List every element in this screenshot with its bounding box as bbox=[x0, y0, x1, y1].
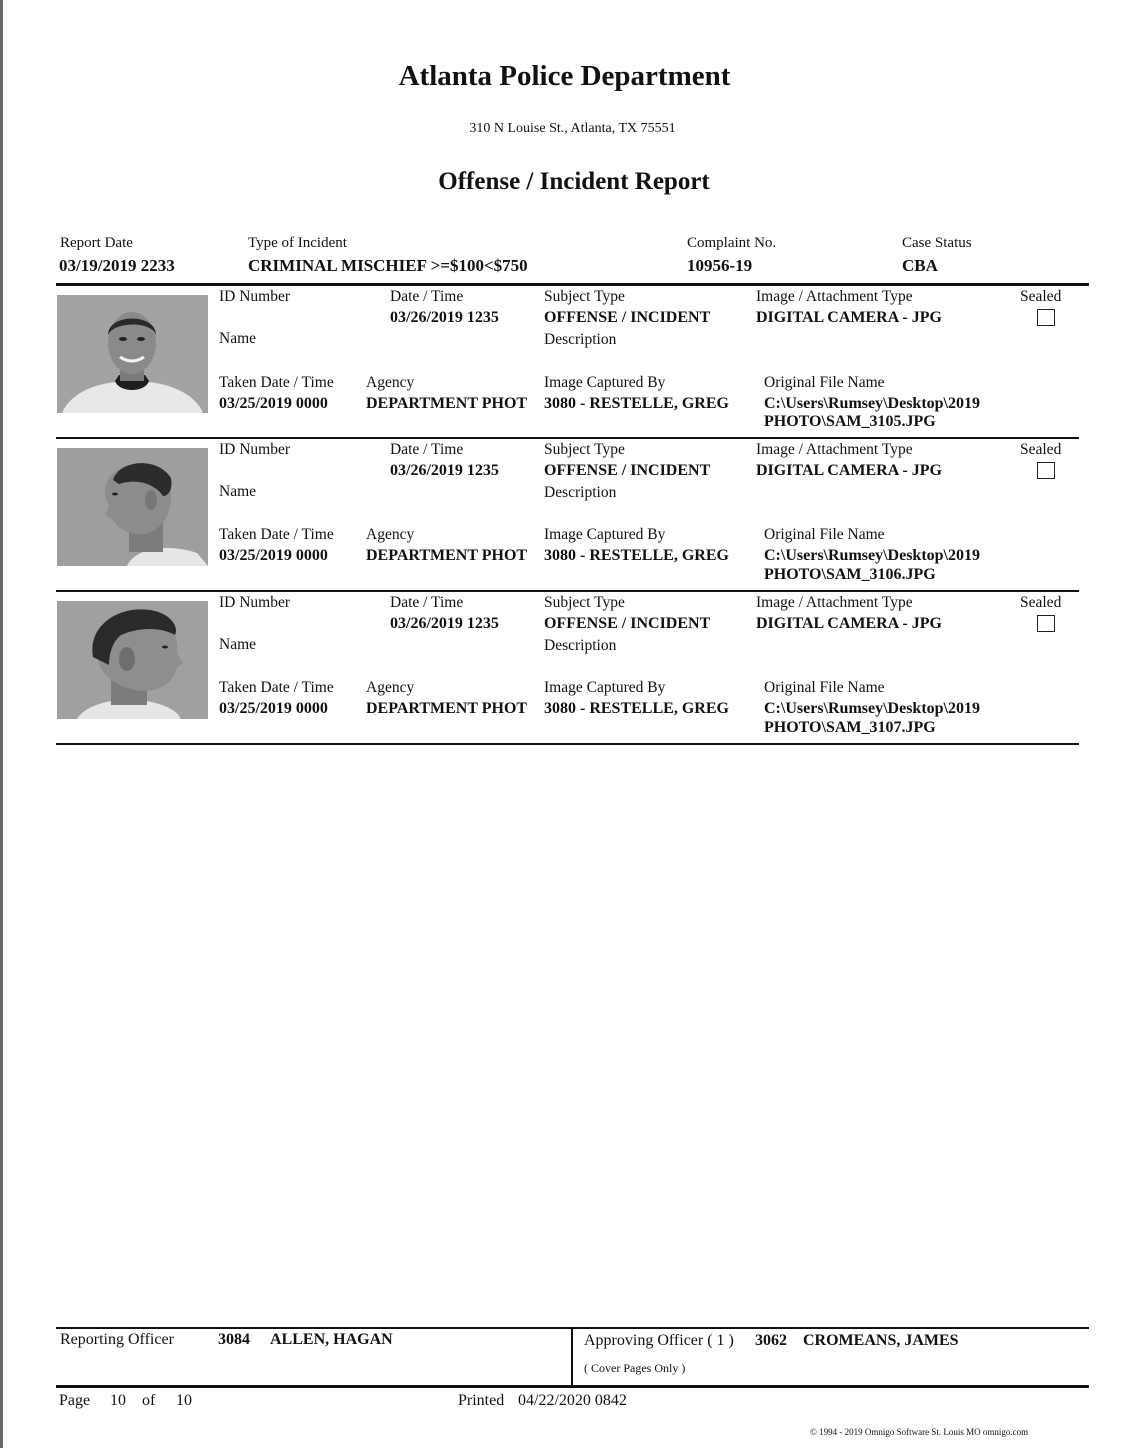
original-file-line2: PHOTO\SAM_3107.JPG bbox=[764, 719, 936, 736]
approving-officer-name: CROMEANS, JAMES bbox=[803, 1332, 959, 1349]
description-label: Description bbox=[544, 637, 617, 654]
footer-vertical-rule bbox=[571, 1329, 573, 1385]
sealed-label: Sealed bbox=[1020, 288, 1062, 305]
original-file-line1: C:\Users\Rumsey\Desktop\2019 bbox=[764, 700, 980, 717]
sealed-checkbox[interactable] bbox=[1037, 615, 1055, 632]
taken-date-label: Taken Date / Time bbox=[219, 679, 334, 696]
taken-date-value: 03/25/2019 0000 bbox=[219, 395, 328, 412]
original-file-line2: PHOTO\SAM_3106.JPG bbox=[764, 566, 936, 583]
taken-date-label: Taken Date / Time bbox=[219, 526, 334, 543]
reporting-officer-name: ALLEN, HAGAN bbox=[270, 1331, 393, 1348]
image-type-label: Image / Attachment Type bbox=[756, 288, 913, 305]
id-number-label: ID Number bbox=[219, 288, 291, 305]
complaint-no-label: Complaint No. bbox=[687, 235, 777, 251]
name-label: Name bbox=[219, 636, 257, 653]
name-label: Name bbox=[219, 483, 257, 500]
sealed-checkbox[interactable] bbox=[1037, 462, 1055, 479]
complaint-no-value: 10956-19 bbox=[687, 256, 753, 275]
approving-officer-id: 3062 bbox=[755, 1332, 787, 1349]
captured-by-label: Image Captured By bbox=[544, 679, 666, 696]
captured-by-value: 3080 - RESTELLE, GREG bbox=[544, 700, 729, 717]
cover-pages-note: ( Cover Pages Only ) bbox=[584, 1361, 686, 1375]
mugshot-front-icon bbox=[57, 295, 208, 413]
original-file-label: Original File Name bbox=[764, 526, 885, 543]
agency-value: DEPARTMENT PHOT bbox=[366, 700, 528, 717]
taken-date-label: Taken Date / Time bbox=[219, 374, 334, 391]
original-file-line2: PHOTO\SAM_3105.JPG bbox=[764, 413, 936, 430]
name-label: Name bbox=[219, 330, 257, 347]
image-type-label: Image / Attachment Type bbox=[756, 441, 913, 458]
report-date-value: 03/19/2019 2233 bbox=[59, 256, 175, 275]
sealed-checkbox[interactable] bbox=[1037, 309, 1055, 326]
image-type-value: DIGITAL CAMERA - JPG bbox=[756, 309, 942, 326]
original-file-line1: C:\Users\Rumsey\Desktop\2019 bbox=[764, 547, 980, 564]
case-status-label: Case Status bbox=[902, 235, 972, 251]
id-number-label: ID Number bbox=[219, 594, 291, 611]
department-title: Atlanta Police Department bbox=[398, 60, 731, 92]
original-file-label: Original File Name bbox=[764, 374, 885, 391]
department-address: 310 N Louise St., Atlanta, TX 75551 bbox=[469, 121, 676, 136]
report-date-label: Report Date bbox=[60, 235, 133, 251]
original-file-line1: C:\Users\Rumsey\Desktop\2019 bbox=[764, 395, 980, 412]
agency-value: DEPARTMENT PHOT bbox=[366, 547, 528, 564]
image-type-value: DIGITAL CAMERA - JPG bbox=[756, 462, 942, 479]
incident-type-value: CRIMINAL MISCHIEF >=$100<$750 bbox=[248, 256, 528, 275]
agency-label: Agency bbox=[366, 374, 415, 391]
date-time-label: Date / Time bbox=[390, 441, 464, 458]
agency-label: Agency bbox=[366, 526, 415, 543]
copyright-notice: © 1994 - 2019 Omnigo Software St. Louis MO omnigo.com bbox=[810, 1427, 1029, 1437]
description-label: Description bbox=[544, 331, 617, 348]
header-divider bbox=[56, 283, 1089, 286]
date-time-label: Date / Time bbox=[390, 594, 464, 611]
mugshot-profile-left-icon bbox=[57, 448, 208, 566]
date-time-value: 03/26/2019 1235 bbox=[390, 462, 499, 479]
date-time-value: 03/26/2019 1235 bbox=[390, 309, 499, 326]
image-type-value: DIGITAL CAMERA - JPG bbox=[756, 615, 942, 632]
captured-by-value: 3080 - RESTELLE, GREG bbox=[544, 395, 729, 412]
mugshot-profile-right-icon bbox=[57, 601, 208, 719]
agency-value: DEPARTMENT PHOT bbox=[366, 395, 528, 412]
subject-type-value: OFFENSE / INCIDENT bbox=[544, 309, 711, 326]
subject-type-value: OFFENSE / INCIDENT bbox=[544, 462, 711, 479]
taken-date-value: 03/25/2019 0000 bbox=[219, 547, 328, 564]
subject-type-value: OFFENSE / INCIDENT bbox=[544, 615, 711, 632]
row-divider bbox=[56, 437, 1079, 439]
sealed-label: Sealed bbox=[1020, 594, 1062, 611]
incident-type-label: Type of Incident bbox=[248, 235, 347, 251]
captured-by-value: 3080 - RESTELLE, GREG bbox=[544, 547, 729, 564]
description-label: Description bbox=[544, 484, 617, 501]
page-label: Page bbox=[59, 1392, 91, 1409]
row-divider bbox=[56, 590, 1079, 592]
agency-label: Agency bbox=[366, 679, 415, 696]
page-total: 10 bbox=[176, 1392, 192, 1409]
printed-label: Printed bbox=[458, 1392, 505, 1409]
date-time-label: Date / Time bbox=[390, 288, 464, 305]
sealed-label: Sealed bbox=[1020, 441, 1062, 458]
printed-value: 04/22/2020 0842 bbox=[518, 1392, 627, 1409]
reporting-officer-id: 3084 bbox=[218, 1331, 250, 1348]
approving-officer-label: Approving Officer ( 1 ) bbox=[584, 1332, 734, 1349]
captured-by-label: Image Captured By bbox=[544, 374, 666, 391]
footer-bottom-rule bbox=[56, 1385, 1089, 1388]
image-type-label: Image / Attachment Type bbox=[756, 594, 913, 611]
subject-type-label: Subject Type bbox=[544, 594, 625, 611]
case-status-value: CBA bbox=[902, 256, 938, 275]
original-file-label: Original File Name bbox=[764, 679, 885, 696]
id-number-label: ID Number bbox=[219, 441, 291, 458]
report-title: Offense / Incident Report bbox=[438, 168, 710, 195]
taken-date-value: 03/25/2019 0000 bbox=[219, 700, 328, 717]
row-divider bbox=[56, 743, 1079, 745]
date-time-value: 03/26/2019 1235 bbox=[390, 615, 499, 632]
page-of: of bbox=[142, 1392, 156, 1409]
page-current: 10 bbox=[110, 1392, 126, 1409]
subject-type-label: Subject Type bbox=[544, 441, 625, 458]
captured-by-label: Image Captured By bbox=[544, 526, 666, 543]
reporting-officer-label: Reporting Officer bbox=[60, 1331, 174, 1348]
subject-type-label: Subject Type bbox=[544, 288, 625, 305]
page-edge bbox=[0, 0, 3, 1448]
